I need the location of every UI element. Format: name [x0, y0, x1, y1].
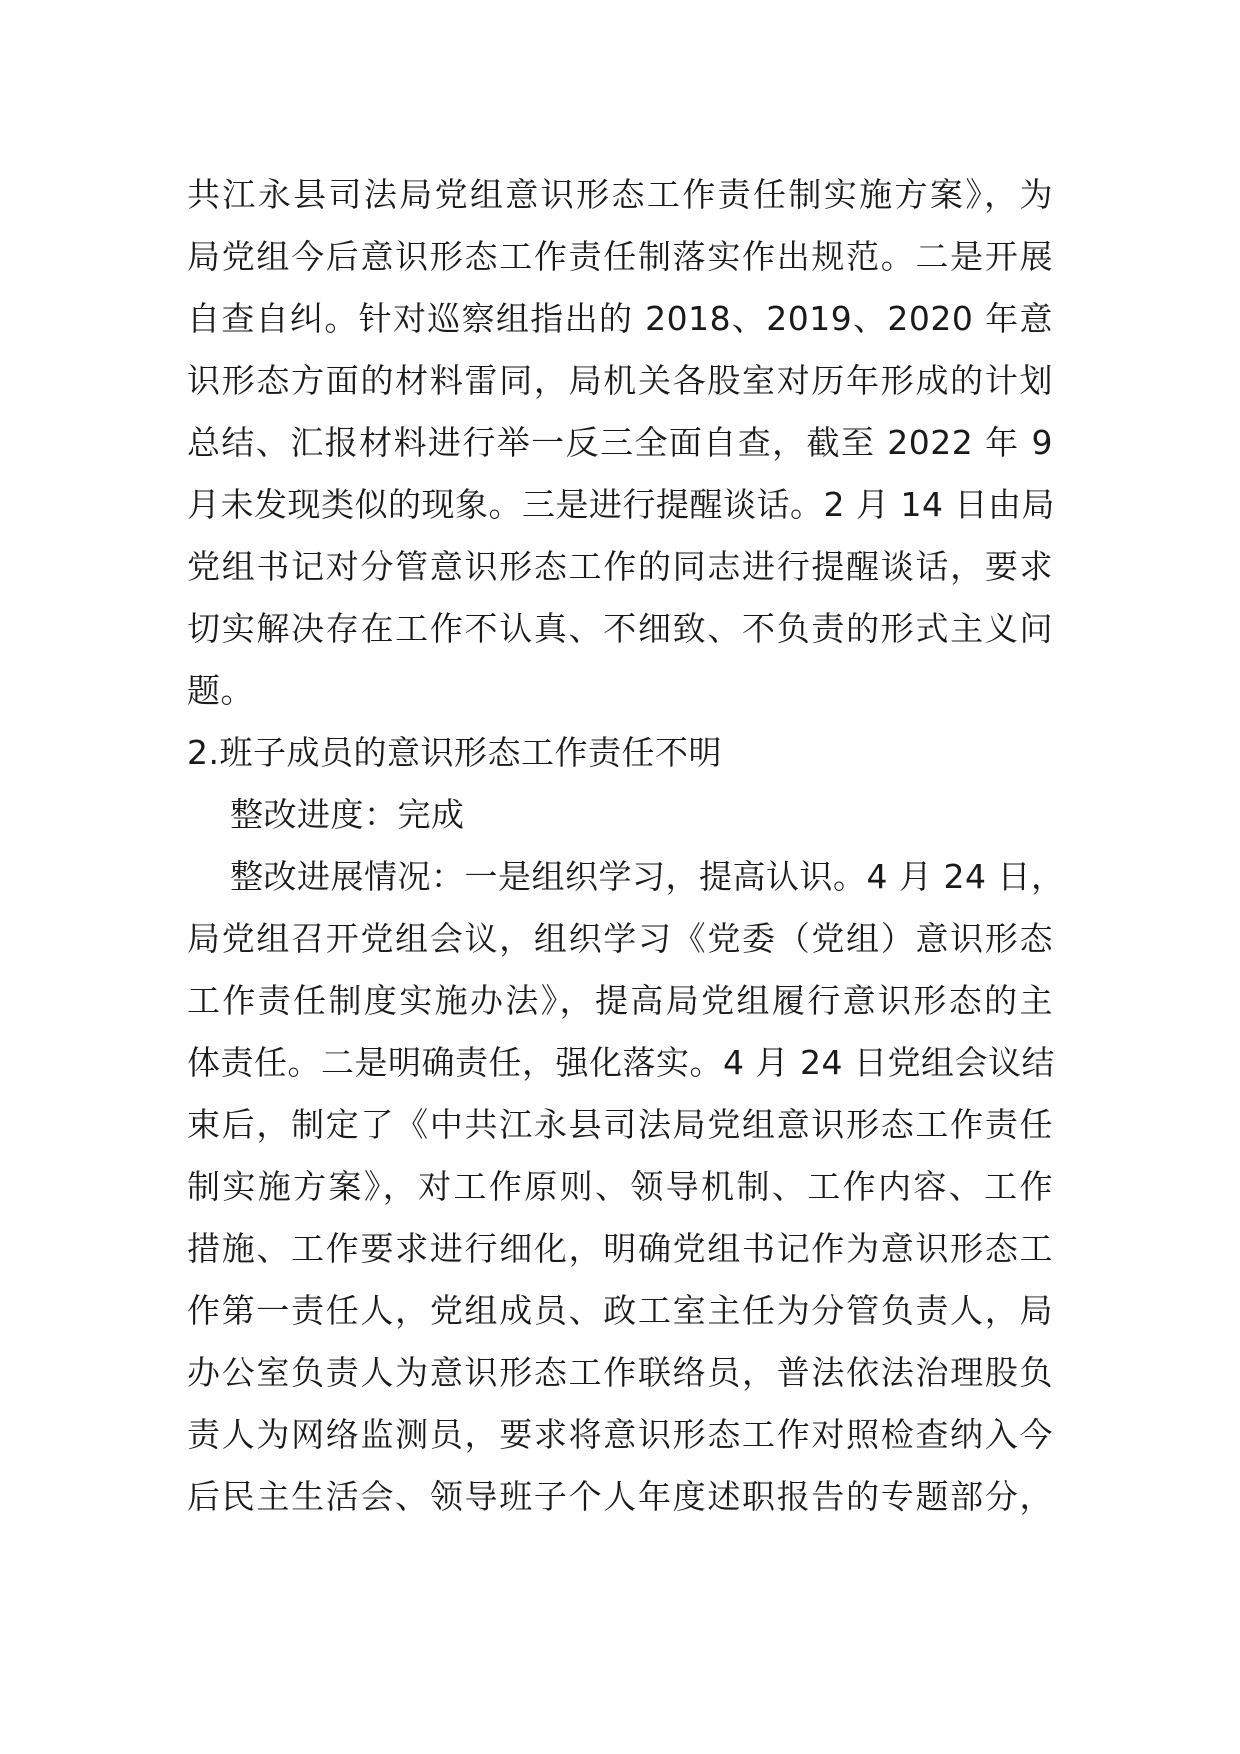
body-text-line: 办公室负责人为意识形态工作联络员，普法依法治理股负: [187, 1353, 1053, 1392]
body-text-line: 总结、汇报材料进行举一反三全面自查，截至 2022 年 9: [187, 423, 1053, 462]
body-text-line: 后民主生活会、领导班子个人年度述职报告的专题部分，: [187, 1477, 1053, 1516]
body-text-line: 识形态方面的材料雷同，局机关各股室对历年形成的计划: [187, 361, 1053, 400]
body-text-line: 月未发现类似的现象。三是进行提醒谈话。2 月 14 日由局: [187, 485, 1055, 524]
body-text-line: 制实施方案》，对工作原则、领导机制、工作内容、工作: [187, 1167, 1053, 1206]
body-text-line: 共江永县司法局党组意识形态工作责任制实施方案》，为: [187, 175, 1053, 214]
body-text-line: 工作责任制度实施办法》，提高局党组履行意识形态的主: [187, 981, 1053, 1020]
body-text-line: 体责任。二是明确责任，强化落实。4 月 24 日党组会议结: [187, 1043, 1055, 1082]
body-text-line: 责人为网络监测员，要求将意识形态工作对照检查纳入今: [187, 1415, 1053, 1454]
rectification-status-line: 整改进展情况：一是组织学习，提高认识。4 月 24 日，: [230, 857, 1065, 896]
body-text-line: 局党组召开党组会议，组织学习《党委（党组）意识形态: [187, 919, 1053, 958]
body-text-line: 局党组今后意识形态工作责任制落实作出规范。二是开展: [187, 237, 1053, 276]
rectification-progress: 整改进度：完成: [230, 795, 465, 834]
body-text-line: 切实解决存在工作不认真、不细致、不负责的形式主义问: [187, 609, 1053, 648]
body-text-line: 党组书记对分管意识形态工作的同志进行提醒谈话，要求: [187, 547, 1053, 586]
body-text-line: 自查自纠。针对巡察组指出的 2018、2019、2020 年意: [187, 299, 1053, 338]
section-heading: 2.班子成员的意识形态工作责任不明: [187, 733, 722, 772]
body-text-line: 措施、工作要求进行细化，明确党组书记作为意识形态工: [187, 1229, 1053, 1268]
body-text-line: 束后，制定了《中共江永县司法局党组意识形态工作责任: [187, 1105, 1053, 1144]
body-text-line: 作第一责任人，党组成员、政工室主任为分管负责人，局: [187, 1291, 1053, 1330]
body-text-line: 题。: [187, 671, 254, 710]
